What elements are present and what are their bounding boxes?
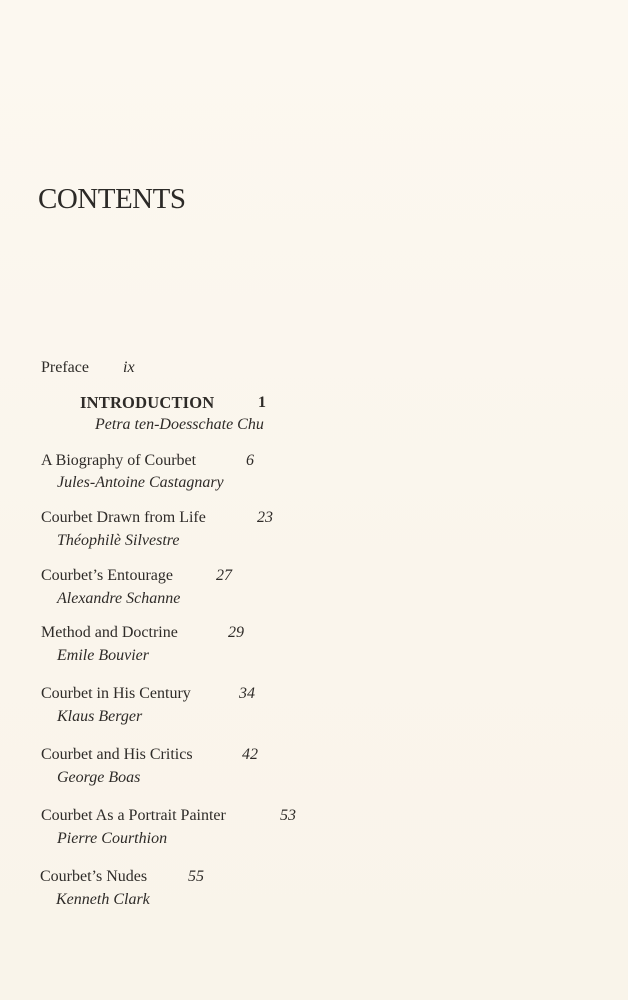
toc-entry-title: Method and Doctrine — [41, 624, 178, 641]
toc-entry-author: Théophilè Silvestre — [57, 532, 180, 549]
toc-entry-page: 55 — [188, 868, 204, 885]
toc-entry-page: 42 — [242, 746, 258, 763]
toc-entry-author: Kenneth Clark — [56, 891, 150, 908]
toc-entry-title: Courbet Drawn from Life — [41, 509, 206, 526]
toc-entry-author: Klaus Berger — [57, 708, 143, 725]
toc-entry-author: Alexandre Schanne — [57, 590, 181, 607]
toc-entry-title: A Biography of Courbet — [41, 452, 197, 469]
toc-preface-title: Preface — [41, 359, 89, 376]
toc-entry-title: Courbet and His Critics — [41, 746, 193, 763]
toc-entry-author: Emile Bouvier — [57, 647, 149, 664]
toc-entry-page: 6 — [246, 452, 254, 469]
toc-preface-page: ix — [123, 359, 135, 376]
toc-entry-page: 27 — [216, 567, 232, 584]
toc-entry-title: Courbet’s Entourage — [41, 567, 173, 584]
toc-entry-author: Pierre Courthion — [57, 830, 168, 847]
toc-entry-page: 34 — [239, 685, 255, 702]
toc-entry-page: 53 — [280, 807, 296, 824]
toc-entry-title: Courbet in His Century — [41, 685, 191, 702]
toc-entry-author: Jules-Antoine Castagnary — [57, 474, 224, 491]
toc-entry-title: Courbet’s Nudes — [40, 868, 148, 885]
toc-introduction-title: INTRODUCTION — [80, 393, 215, 412]
toc-introduction-author: Petra ten-Doesschate Chu — [95, 416, 264, 433]
toc-entry-page: 29 — [228, 624, 244, 641]
toc-entry-author: George Boas — [57, 769, 141, 786]
toc-introduction-page: 1 — [258, 394, 266, 411]
page-title: CONTENTS — [38, 183, 186, 215]
toc-entry-title: Courbet As a Portrait Painter — [41, 807, 226, 824]
toc-entry-page: 23 — [257, 509, 273, 526]
